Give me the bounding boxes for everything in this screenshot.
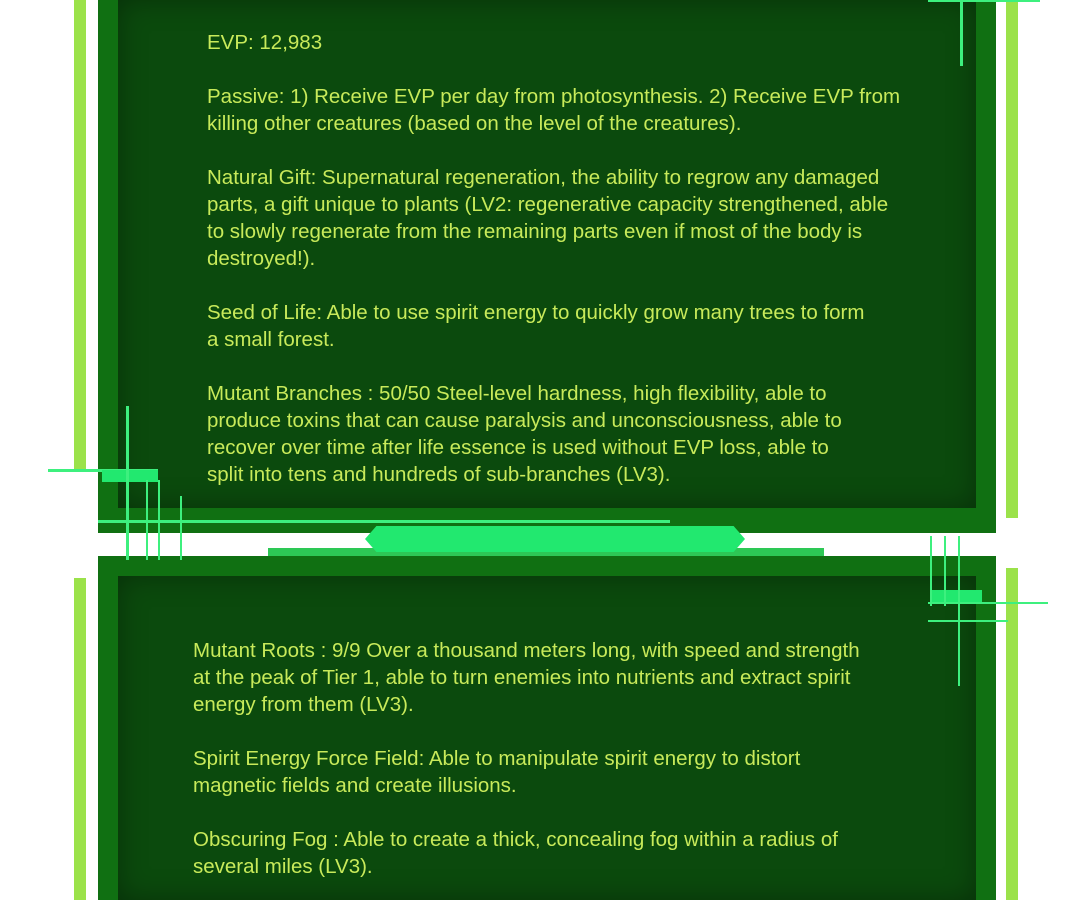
top-panel-text: [207, 29, 967, 488]
right-lime-bar-bottom: [1006, 568, 1018, 900]
right-accent-vertical-3: [958, 536, 960, 686]
left-lime-bar-bottom: [74, 578, 86, 900]
right-lime-bar-top: [1006, 0, 1018, 518]
seed-of-life-skill: Seed of Life: Able to use spirit energy to quickly grow many trees to form a small forest.: [207, 301, 865, 351]
connector-line: [98, 520, 670, 523]
left-accent-vertical-2: [146, 480, 148, 560]
right-accent-horizontal-2: [928, 620, 1008, 622]
force-field-skill: Spirit Energy Force Field: Able to manipulate spirit energy to distort magnetic fields and create illusions.: [193, 747, 801, 797]
left-accent-block: [102, 470, 158, 482]
natural-gift-skill: Natural Gift: Supernatural regeneration, the ability to regrow any damaged parts, a gift unique to plants (LV2: regenerative capacity strengthened, able to slowly regenerate from the remaining parts even if most of the body is destroyed!).: [207, 166, 889, 270]
right-accent-vertical-1: [930, 536, 932, 606]
passive-skill: Passive: 1) Receive EVP per day from photosynthesis. 2) Receive EVP from killing other creatures (based on the level of the creatures).: [207, 85, 901, 135]
evp-stat: EVP: 12,983: [207, 31, 323, 54]
mutant-branches-skill: Mutant Branches : 50/50 Steel-level hardness, high flexibility, able to produce toxins that can cause paralysis and unconsciousness, able to recover over time after life essence is used without EVP loss, able to split into tens and hundreds of sub-branches (LV3).: [207, 382, 842, 486]
left-accent-vertical-1: [126, 406, 129, 560]
obscuring-fog-skill: Obscuring Fog : Able to create a thick, concealing fog within a radius of several miles (LV3).: [193, 828, 838, 878]
left-accent-vertical-4: [180, 496, 182, 560]
right-accent-horizontal-1: [928, 602, 1048, 604]
top-right-accent-vertical: [960, 0, 963, 66]
left-accent-vertical-3: [158, 480, 160, 560]
connector-hexagon: [365, 526, 745, 552]
left-lime-bar-top: [74, 0, 86, 470]
bottom-panel-text: [193, 637, 953, 880]
top-right-accent-horizontal: [928, 0, 1040, 2]
mutant-roots-skill: Mutant Roots : 9/9 Over a thousand meters long, with speed and strength at the peak of Tier 1, able to turn enemies into nutrients and extract spirit energy from them (LV3).: [193, 639, 860, 716]
right-accent-vertical-2: [944, 536, 946, 606]
